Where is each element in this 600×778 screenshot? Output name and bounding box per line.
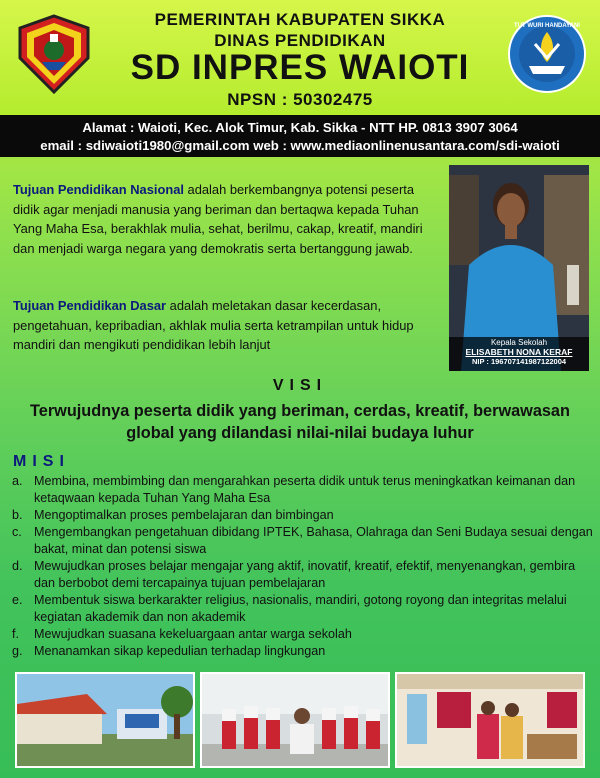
tujuan-nasional-text: adalah berkembangnya potensi peserta didik agar menjadi manusia yang beriman dan bertaqwa kepada Tuhan Yang Maha Esa, berakhlak mulia, sehat, berilmu, cakap, kreatif, mandiri dan menjadi warga negara yang demokratis serta bertanggung jawab. xyxy=(13,182,423,256)
misi-marker: d. xyxy=(12,559,23,573)
tut-wuri-text: TUT WURI HANDAYANI xyxy=(514,23,580,29)
misi-text: Menanamkan sikap kepedulian terhadap lingkungan xyxy=(34,644,326,658)
misi-marker: f. xyxy=(12,627,19,641)
principal-caption xyxy=(449,337,589,371)
misi-text: Membentuk siswa berkarakter religius, nasionalis, mandiri, gotong royong dan integritas melalui kegiatan akademik dan non akademik xyxy=(34,593,567,624)
tut-wuri-handayani-logo-icon xyxy=(507,14,587,94)
misi-marker: b. xyxy=(12,508,23,522)
misi-marker: c. xyxy=(12,525,22,539)
department-title: DINAS PENDIDIKAN xyxy=(214,31,386,50)
misi-item xyxy=(12,592,597,626)
misi-text: Membina, membimbing dan mengarahkan peserta didik untuk terus meningkatkan keimanan dan ketaqwaan kepada Tuhan Yang Maha Esa xyxy=(34,474,576,505)
address-line: Alamat : Waioti, Kec. Alok Timur, Kab. Sikka - NTT HP. 0813 3907 3064 xyxy=(82,120,518,135)
school-building-photo xyxy=(15,672,195,768)
misi-item xyxy=(12,643,597,660)
misi-item xyxy=(12,558,597,592)
classroom-photo xyxy=(395,672,585,768)
misi-text: Mengembangkan pengetahuan dibidang IPTEK, Bahasa, Olahraga dan Seni Budaya sesuai dengan bakat, minat dan potensi siswa xyxy=(34,525,593,556)
principal-nip: NIP : 196707141987122004 xyxy=(471,357,567,366)
misi-item xyxy=(12,626,597,643)
misi-item xyxy=(12,524,597,558)
misi-marker: e. xyxy=(12,593,23,607)
tujuan-dasar-paragraph xyxy=(13,296,443,355)
tujuan-dasar-text: adalah meletakan dasar kecerdasan, pengetahuan, kepribadian, akhlak mulia serta ketrampilan untuk hidup mandiri dan mengikuti pendidikan lebih lanjut xyxy=(13,298,414,352)
misi-heading: MISI xyxy=(13,453,70,470)
government-title: PEMERINTAH KABUPATEN SIKKA xyxy=(154,10,446,29)
npsn-number: NPSN : 50302475 xyxy=(227,90,373,109)
contact-bar xyxy=(0,115,600,157)
tujuan-dasar-heading: Tujuan Pendidikan Dasar xyxy=(13,298,167,313)
students-group-image xyxy=(202,674,388,766)
email-web-line: email : sdiwaioti1980@gmail.com web : www.mediaonlinenusantara.com/sdi-waioti xyxy=(40,138,560,153)
tujuan-nasional-heading: Tujuan Pendidikan Nasional xyxy=(13,182,184,197)
misi-item xyxy=(12,507,597,524)
school-name: SD INPRES WAIOTI xyxy=(130,48,470,87)
header xyxy=(0,0,600,115)
misi-text: Mewujudkan proses belajar mengajar yang aktif, inovatif, kreatif, efektif, menyenangkan, gembira dan berbobot demi tercapainya tujuan pembelajaran xyxy=(34,559,576,590)
school-building-image xyxy=(17,674,193,766)
principal-title: Kepala Sekolah xyxy=(490,338,548,347)
students-group-photo xyxy=(200,672,390,768)
misi-text: Mengoptimalkan proses pembelajaran dan bimbingan xyxy=(34,508,334,522)
visi-heading: VISI xyxy=(272,377,328,394)
visi-text: Terwujudnya peserta didik yang beriman, cerdas, kreatif, berwawasan global yang dilandasi nilai-nilai budaya luhur xyxy=(30,402,570,442)
misi-marker: g. xyxy=(12,644,23,658)
misi-item xyxy=(12,473,597,507)
classroom-image xyxy=(397,674,583,766)
misi-list xyxy=(12,473,597,660)
misi-text: Mewujudkan suasana kekeluargaan antar warga sekolah xyxy=(34,627,352,641)
misi-marker: a. xyxy=(12,474,23,488)
tujuan-nasional-paragraph xyxy=(13,180,443,258)
principal-name: ELISABETH NONA KERAF xyxy=(465,347,573,357)
